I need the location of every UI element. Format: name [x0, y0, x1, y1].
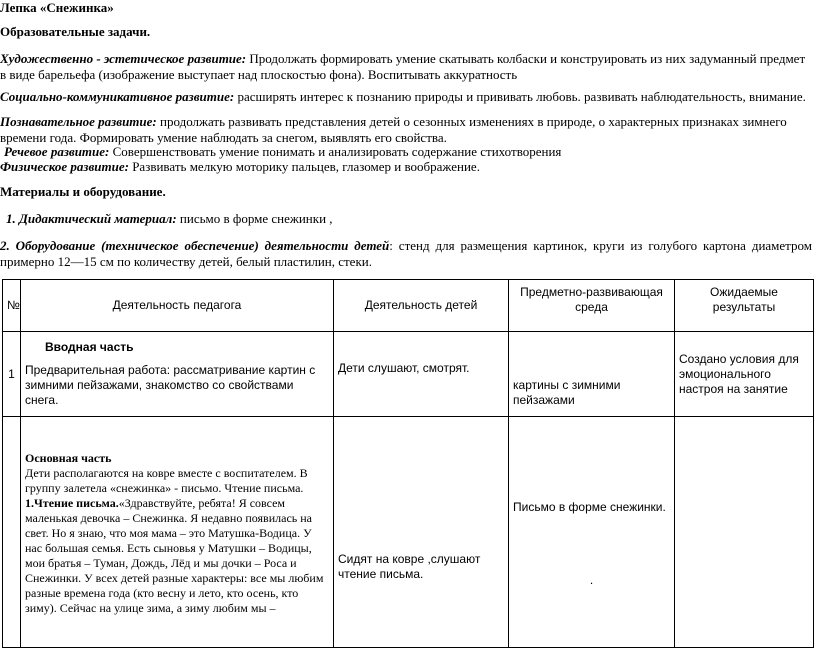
children-activity-cell: Дети слушают, смотрят. — [334, 332, 509, 417]
row-number — [3, 417, 21, 648]
header-teacher-activity: Деятельность педагога — [21, 280, 334, 332]
results-dot: . — [589, 573, 594, 587]
teacher-activity-text: Дети располагаются на ковре вместе с воспитателем. В группу залетела «снежинка» - письмо. Чтение письма. — [25, 465, 308, 495]
materials-heading: Материалы и оборудование. — [0, 184, 166, 199]
material-didactic — [6, 211, 816, 227]
task-cognitive — [0, 114, 812, 146]
task-social — [0, 89, 812, 105]
material-label: 1. Дидактический материал: — [6, 211, 177, 226]
task-label: Социально-коммуникативное развитие: — [0, 89, 235, 104]
results-cell — [675, 417, 814, 648]
letter-text: «Здравствуйте, ребята! Я совсем маленькая девочка – Снежинка. Я недавно появилась на свет. Но я знаю, что моя мама – это Матушка-Водица. У нас большая семья. Есть сыновья у Матушки – Водицы, мои братья – Туман, Дождь, Лёд и мы дочки – Роса и Снежинки. У всех детей разные характеры: все мы любим разные времена года (кто весну и лето, кто осень, кто зиму). Сейчас на улице зима, а зиму любим мы – — [25, 495, 324, 615]
material-label: 2. Оборудование (техническое обеспечение) деятельности детей — [0, 238, 390, 253]
task-text: Развивать мелкую моторику пальцев, глазомер и воображение. — [128, 159, 480, 174]
environment-text: Письмо в форме снежинки. — [513, 500, 666, 514]
row-number: 1 — [3, 332, 21, 417]
task-label: Познавательное развитие: — [0, 114, 157, 129]
task-text: расширять интерес к познанию природы и прививать любовь. развивать наблюдательность, внимание. — [234, 89, 806, 104]
teacher-activity-cell — [21, 417, 334, 648]
section-title: Основная часть — [25, 450, 112, 465]
task-text: продолжать развивать представления детей о сезонных изменениях в природе, о характерных признаках зимнего времени года. Формировать умение наблюдать за снегом, выявлять его свойства. — [0, 114, 787, 145]
header-results: Ожидаемые результаты — [675, 280, 814, 332]
teacher-activity-cell — [21, 332, 334, 417]
environment-cell — [509, 417, 675, 648]
material-text: письмо в форме снежинки , — [176, 211, 333, 226]
header-environment: Предметно-развивающая среда — [509, 280, 675, 332]
results-cell: Создано условия для эмоционального настроя на занятие — [675, 332, 814, 417]
environment-cell: картины с зимними пейзажами — [509, 332, 675, 417]
task-speech — [4, 144, 816, 160]
table-row — [3, 417, 814, 648]
header-number: № — [3, 280, 21, 332]
section-title: Вводная часть — [45, 340, 134, 354]
children-activity-cell: Сидят на ковре ,слушают чтение письма. — [334, 417, 509, 648]
task-physical — [0, 159, 812, 175]
task-text: Совершенствовать умение понимать и анализировать содержание стихотворения — [109, 144, 562, 159]
tasks-heading: Образовательные задачи. — [0, 24, 151, 39]
lesson-plan-table — [2, 279, 814, 648]
task-label: Художественно - эстетическое развитие: — [0, 51, 247, 66]
task-artistic — [0, 51, 812, 83]
table-row — [3, 332, 814, 417]
material-equipment — [0, 238, 812, 270]
table-header-row — [3, 280, 814, 332]
material-text: : стенд для размещения картинок, круги из голубого картона диаметром примерно 12—15 см по количеству детей, белый пластилин, стеки. — [0, 238, 812, 269]
letter-reading — [25, 496, 329, 616]
header-children-activity: Деятельность детей — [334, 280, 509, 332]
teacher-activity-text: Предварительная работа: рассматривание картин с зимними пейзажами, знакомство со свойствами снега. — [25, 363, 316, 407]
task-text: Продолжать формировать умение скатывать колбаски и конструировать из них задуманный предмет в виде барельефа (изображение выступает над плоскостью фона). Воспитывать аккуратность — [0, 51, 806, 82]
task-label: Физическое развитие: — [0, 159, 129, 174]
letter-reading-label: 1.Чтение письма. — [25, 495, 119, 510]
document-title: Лепка «Снежинка» — [0, 0, 114, 15]
task-label: Речевое развитие: — [4, 144, 110, 159]
